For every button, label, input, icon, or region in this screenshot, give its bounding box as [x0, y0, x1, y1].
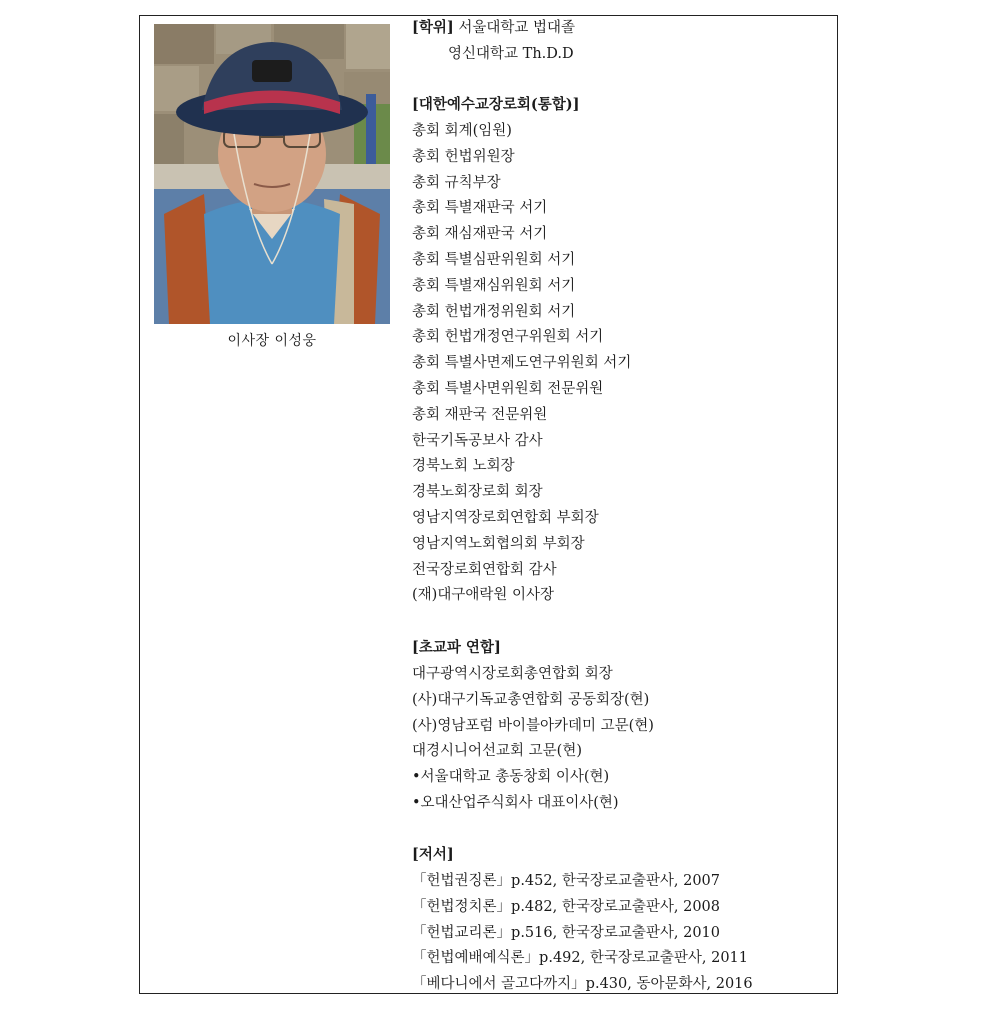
book-item: 「헌법예배예식론」p.492, 한국장로교출판사, 2011 [412, 950, 749, 967]
profile-frame [139, 15, 838, 994]
interdenominational-role-item: (사)대구기독교총연합회 공동회장(현) [412, 691, 650, 708]
interdenominational-role-item: (사)영남포럼 바이블아카데미 고문(현) [412, 717, 654, 734]
church-role-item: 경북노회장로회 회장 [412, 484, 543, 501]
church-role-item: 총회 특별사면제도연구위원회 서기 [412, 355, 632, 372]
church-role-item: 한국기독공보사 감사 [412, 432, 543, 449]
degree-heading: [학위] [412, 19, 454, 36]
section-heading-interdenominational: [초교파 연합] [412, 639, 501, 656]
degree-first: 서울대학교 법대졸 [458, 20, 576, 36]
profile-photo [154, 24, 390, 324]
church-role-item: 총회 규칙부장 [412, 174, 501, 191]
book-item: 「헌법권징론」p.452, 한국장로교출판사, 2007 [412, 873, 720, 889]
church-role-item: 경북노회 노회장 [412, 458, 515, 475]
photo-caption: 이사장 이성웅 [227, 333, 317, 349]
church-role-item: 총회 특별심판위원회 서기 [412, 252, 576, 268]
church-role-item: 총회 헌법개정위원회 서기 [412, 303, 576, 320]
book-item: 「헌법정치론」p.482, 한국장로교출판사, 2008 [412, 898, 720, 915]
interdenominational-role-item: •서울대학교 총동창회 이사(현) [412, 769, 610, 786]
church-role-item: 총회 재심재판국 서기 [412, 226, 548, 243]
section-heading-books: [저서] [412, 846, 454, 863]
interdenominational-role-item: •오대산업주식회사 대표이사(현) [412, 795, 619, 811]
church-role-item: 총회 특별재판국 서기 [412, 200, 548, 217]
church-role-item: 영남지역노회협의회 부회장 [412, 535, 585, 552]
church-role-item: 총회 헌법위원장 [412, 148, 515, 165]
church-role-item: 총회 헌법개정연구위원회 서기 [412, 329, 604, 346]
church-role-item: 총회 회계(임원) [412, 123, 512, 139]
church-role-item: 총회 재판국 전문위원 [412, 406, 548, 423]
church-role-item: 영남지역장로회연합회 부회장 [412, 510, 599, 526]
degree-second: 영신대학교 Th.D.D [448, 46, 574, 62]
book-item: 「베다니에서 골고다까지」p.430, 동아문화사, 2016 [412, 976, 753, 993]
church-role-item: (재)대구애락원 이사장 [412, 587, 554, 604]
degree-line-1 [412, 18, 575, 38]
interdenominational-role-item: 대경시니어선교회 고문(현) [412, 743, 582, 760]
book-item: 「헌법교리론」p.516, 한국장로교출판사, 2010 [412, 924, 720, 941]
church-role-item: 총회 특별재심위원회 서기 [412, 277, 576, 294]
church-role-item: 총회 특별사면위원회 전문위원 [412, 381, 604, 397]
church-role-item: 전국장로회연합회 감사 [412, 561, 557, 578]
interdenominational-role-item: 대구광역시장로회총연합회 회장 [412, 666, 613, 682]
section-heading-church: [대한예수교장로회(통합)] [412, 96, 580, 113]
